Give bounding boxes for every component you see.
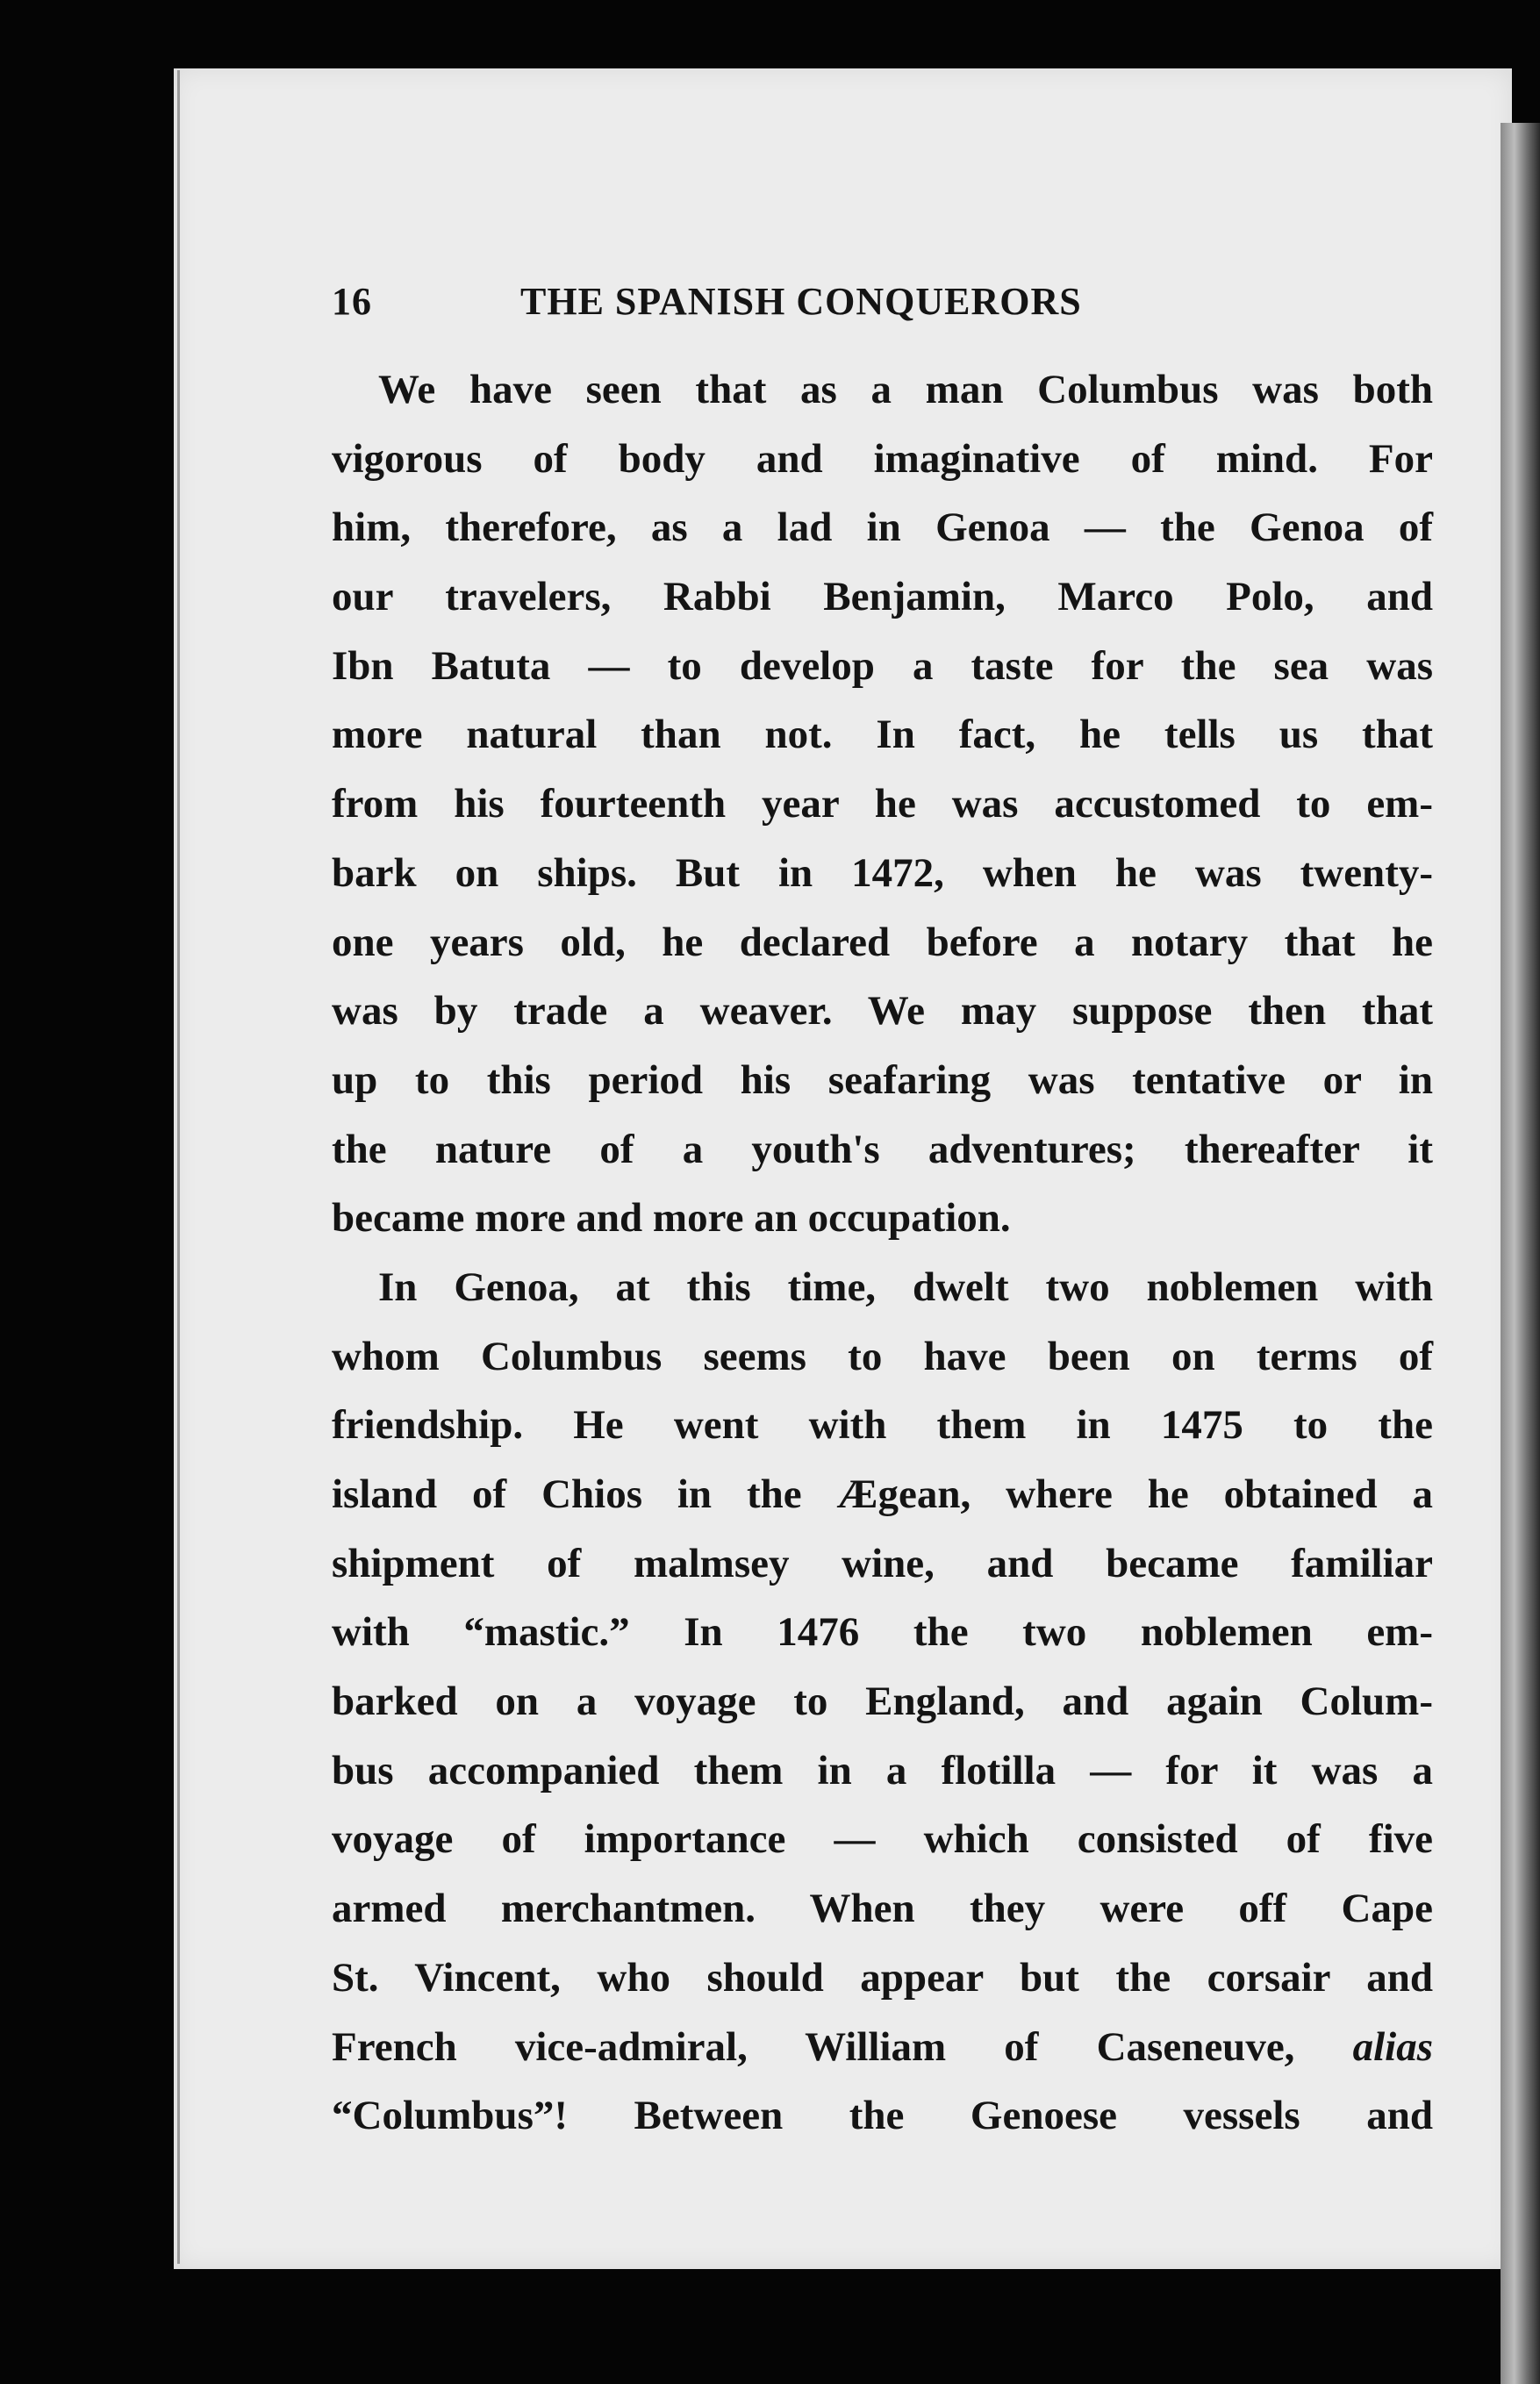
text-line: barked on a voyage to England, and again Colum-	[332, 1679, 1433, 1725]
text-line: became more and more an occupation.	[332, 1195, 1011, 1242]
page-edge	[177, 70, 180, 2264]
text-line: from his fourteenth year he was accustomed to em-	[332, 781, 1433, 827]
text-line: vigorous of body and imaginative of mind. For	[332, 435, 1433, 482]
text-line-with-italic	[332, 2013, 1433, 2082]
text-line: bark on ships. But in 1472, when he was twenty-	[332, 849, 1433, 896]
text-line: “Columbus”! Between the Genoese vessels and	[332, 2093, 1433, 2139]
text-line: bus accompanied them in a flotilla — for it was a	[332, 1747, 1433, 1793]
text-line: with “mastic.” In 1476 the two noblemen em-	[332, 1609, 1433, 1656]
text-line: up to this period his seafaring was tentative or in	[332, 1056, 1433, 1103]
text-line: the nature of a youth's adventures; thereafter it	[332, 1126, 1433, 1172]
text-line: In Genoa, at this time, dwelt two noblemen with	[378, 1264, 1433, 1310]
running-head	[332, 279, 1442, 332]
text-line: friendship. He went with them in 1475 to the	[332, 1402, 1433, 1449]
text-line: whom Columbus seems to have been on terms of	[332, 1333, 1433, 1379]
page-number: 16	[332, 280, 372, 323]
text-line: more natural than not. In fact, he tells us that	[332, 712, 1433, 758]
text-line: was by trade a weaver. We may suppose then that	[332, 988, 1433, 1034]
text-line: We have seen that as a man Columbus was both	[378, 367, 1433, 412]
text-line: shipment of malmsey wine, and became familiar	[332, 1540, 1433, 1586]
text-line: one years old, he declared before a notary that he	[332, 919, 1433, 965]
text-line: St. Vincent, who should appear but the corsair and	[332, 1954, 1433, 2001]
text-line: armed merchantmen. When they were off Cape	[332, 1886, 1433, 1932]
running-title: THE SPANISH CONQUERORS	[520, 280, 1082, 323]
page-gutter	[1501, 123, 1540, 2384]
text-segment: French vice-admiral, William of Caseneuve,	[332, 2023, 1295, 2070]
text-line: him, therefore, as a lad in Genoa — the Genoa of	[332, 505, 1433, 551]
text-line: island of Chios in the Ægean, where he obtained a	[332, 1471, 1433, 1517]
body-text	[332, 355, 1433, 2151]
text-line: voyage of importance — which consisted of five	[332, 1816, 1433, 1863]
text-line: Ibn Batuta — to develop a taste for the sea was	[332, 642, 1433, 689]
text-line: our travelers, Rabbi Benjamin, Marco Polo, and	[332, 574, 1433, 620]
italic-word: alias	[1352, 2023, 1434, 2070]
